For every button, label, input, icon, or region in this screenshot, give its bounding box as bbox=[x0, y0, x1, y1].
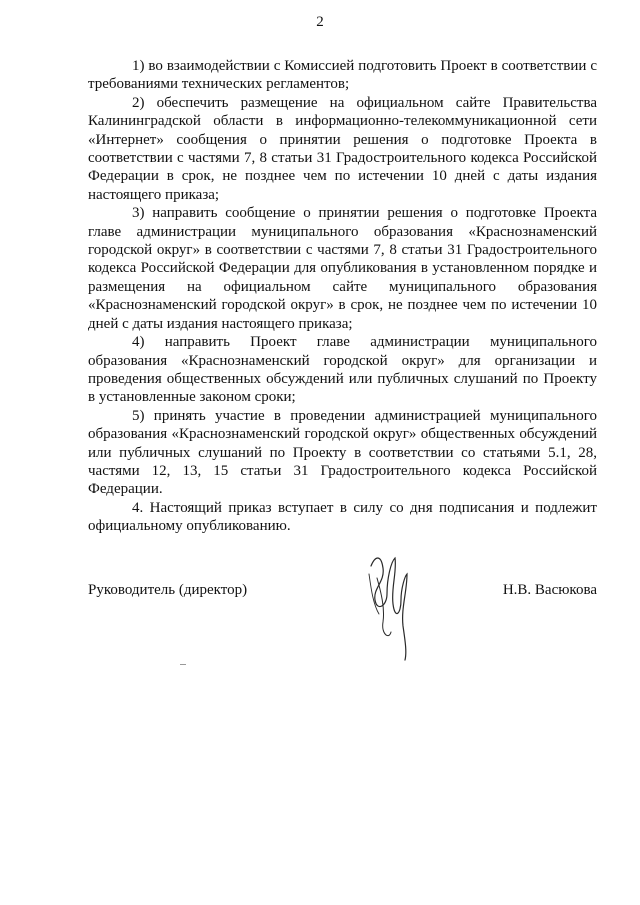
paragraph-clause-4: 4. Настоящий приказ вступает в силу со дня подписания и подлежит официальному опубликованию. bbox=[88, 499, 597, 535]
signer-name: Н.В. Васюкова bbox=[502, 582, 597, 598]
document-body bbox=[88, 57, 597, 536]
page-number: 2 bbox=[316, 14, 324, 30]
handwritten-signature bbox=[361, 548, 421, 668]
paragraph-item-5: 5) принять участие в проведении администрацией муниципального образования «Краснознаменский городской округ» общественных обсуждений или публичных слушаний по Проекту в соответствии со статьями 5.1, 28, частями 12, 13, 15 статьи 31 Градостроительного кодекса Российской Федерации. bbox=[88, 407, 597, 498]
signature-block bbox=[88, 578, 597, 678]
paragraph-item-3: 3) направить сообщение о принятии решения о подготовке Проекта главе администрации муниципального образования «Краснознаменский городской округ» в соответствии с частями 7, 8 статьи 31 Градостроительного кодекса Российской Федерации для опубликования в установленном порядке и размещения на официальном сайте муниципального образования «Краснознаменский городской округ» в срок, не позднее чем по истечении 10 дней с даты издания настоящего приказа; bbox=[88, 205, 597, 332]
paragraph-item-2: 2) обеспечить размещение на официальном сайте Правительства Калининградской области в информационно-телекоммуникационной сети «Интернет» сообщения о принятии решения о подготовке Проекта в соответствии с частями 7, 8 статьи 31 Градостроительного кодекса Российской Федерации в срок, не позднее чем по истечении 10 дней с даты издания настоящего приказа; bbox=[88, 94, 597, 203]
paragraph-item-1: 1) во взаимодействии с Комиссией подготовить Проект в соответствии с требованиями технических регламентов; bbox=[88, 58, 597, 93]
signer-title: Руководитель (директор) bbox=[88, 582, 248, 598]
scan-artifact-mark bbox=[180, 664, 186, 665]
paragraph-item-4: 4) направить Проект главе администрации муниципального образования «Краснознаменский городской округ» для организации и проведения общественных обсуждений или публичных слушаний по Проекту в установленные законом сроки; bbox=[88, 334, 597, 406]
